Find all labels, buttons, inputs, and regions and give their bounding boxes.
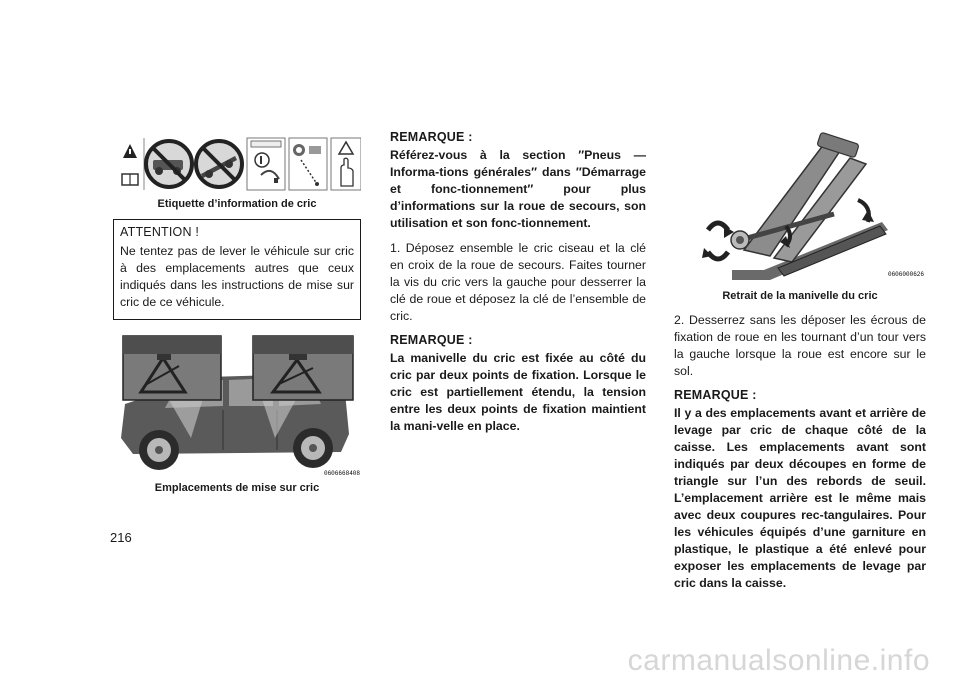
jacking-locations-caption: Emplacements de mise sur cric [154,482,320,494]
note2-text: La manivelle du cric est fixée au côté du cric par deux points de fixation. Lorsque le cric est partiellement étendu, la tension entre les deux points de fixation maintient la mani-velle en place. [390,351,646,433]
watermark: carmanualsonline.info [627,644,930,677]
note3-text: Il y a des emplacements avant et arrière de levage par cric de chaque côté de la caisse. Les emplacements avant sont indiqués par deux découpes en forme de triangle sur l’un des rebords de seuil. L’emplacement arrière est le même mais avec deux coupures rec-tangulaires. Pour les véhicules équipés d’une garniture en plastique, le plastique a été enlevé pour exposer les emplacements de levage par cric dans la caisse. [674,406,926,590]
note1-heading: REMARQUE : [390,130,473,144]
warning-text: Ne tentez pas de lever le véhicule sur cric à des emplacements autres que ceux indiqués dans les instructions de mise sur cric de ce véhicule. [120,244,354,309]
figure3-code: 0606000626 [887,271,924,278]
jack-information-label-figure [113,130,361,194]
warning-title: ATTENTION ! [120,225,200,239]
no-person-under-vehicle-icon [146,141,192,187]
rear-jacking-point-inset [253,336,353,400]
middle-column [390,130,646,443]
left-column [113,130,361,494]
jack-handle-caption: Retrait de la manivelle du cric [722,290,878,302]
page-number: 216 [110,530,132,545]
right-column [674,130,926,600]
note2-heading: REMARQUE : [390,333,473,347]
jacking-locations-figure [113,334,361,478]
step1-text: 1. Déposez ensemble le cric ciseau et la clé en croix de la roue de secours. Faites tourner la vis du cric vers la gauche pour desserrer la clé de roue et déposez la clé de l’ensemble de cric. [390,241,646,323]
figure2-code: 0606668408 [323,470,360,477]
note3-heading: REMARQUE : [674,388,757,402]
step2-text: 2. Desserrez sans les déposer les écrous de fixation de roue en les tournant d’un tour vers la gauche lorsque la roue est encore sur le sol. [674,313,926,378]
no-vehicle-on-slope-icon [196,141,242,187]
jack-handle-removal-figure [674,130,926,286]
warning-box [113,219,361,320]
jack-label-caption: Etiquette d’information de cric [157,198,317,210]
note1-text: Référez-vous à la section ″Pneus — Informa-tions générales″ dans ″Démarrage et fonc-tionnement″ pour plus d’informations sur la roue de secours, son utilisation et son fonc-tionnement. [390,148,646,230]
front-jacking-point-inset [123,336,221,400]
